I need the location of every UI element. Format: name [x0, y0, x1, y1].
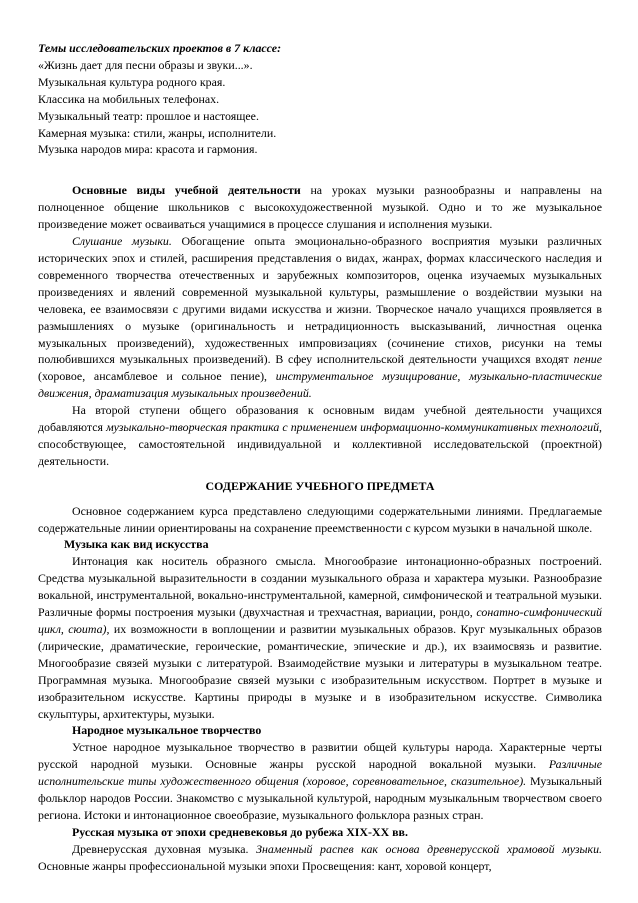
listening-lead: Слушание музыки. [72, 234, 172, 249]
section-heading: СОДЕРЖАНИЕ УЧЕБНОГО ПРЕДМЕТА [205, 478, 435, 493]
folk-paragraph: Устное народное музыкальное творчество в развитии общей культуры народа. Характерные черты русской народной музыки. Основные жанры русской народной вокальной музыки. Различные исполнительские типы художественного общения (хоровое, соревновательное, сказительное). Музыкальный фольклор народов России. Знакомство с музыкальной культурой, народным музыкальным творчеством своего региона. Истоки и интонационное своеобразие, музыкального фольклора разных стран. [38, 740, 602, 822]
project-item: «Жизнь дает для песни образы и звуки...». [38, 57, 253, 72]
document-page [38, 40, 602, 875]
content-intro: Основное содержанием курса представлено следующими содержательными линиями. Предлагаемые содержательные линии ориентированы на сохранение преемственности с курсом музыки в начальной школе. [38, 503, 602, 535]
project-item: Музыка народов мира: красота и гармония. [38, 142, 258, 157]
projects-title: Темы исследовательских проектов в 7 классе: [38, 41, 282, 55]
section-title-folk: Народное музыкальное творчество [72, 723, 262, 738]
second-stage-paragraph: На второй ступени общего образования к основным видам учебной деятельности учащихся добавляются музыкально-творческая практика с применением информационно-коммуникативных технологий, способствующее, самостоятельной индивидуальной и коллективной исследовательской (проектной) деятельности. [38, 403, 602, 468]
activity-paragraph: Основные виды учебной деятельности на уроках музыки разнообразны и направлены на полноценное общение школьников с высокохудожественной музыкой. Одно и то же музыкальное произведение может осваиваться учащимися в процессе слушания и исполнения музыки. [38, 183, 602, 232]
russian-music-paragraph: Древнерусская духовная музыка. Знаменный распев как основа древнерусской храмовой музыки. Основные жанры профессиональной музыки эпохи Просвещения: кант, хоровой концерт, [38, 841, 602, 873]
music-art-paragraph: Интонация как носитель образного смысла. Многообразие интонационно-образных построений. Средства музыкальной выразительности в создании музыкального образа и характера музыки. Разнообразие вокальной, инструментальной, вокально-инструментальной, камерной, симфонической и театральной музыки. Различные формы построения музыки (двухчастная и трехчастная, вариации, рондо, сонатно-симфонический цикл, сюита), их возможности в воплощении и развитии музыкальных образов. Круг музыкальных образов (лирические, драматические, героические, романтические, эпические и др.), их взаимосвязь и развитие. Многообразие связей музыки с литературой. Взаимодействие музыки и литературы в музыкальном театре. Программная музыка. Многообразие связей музыки с изобразительным искусством. Портрет в музыке и изобразительном искусстве. Картины природы в музыке и в изобразительном искусстве. Символика скульптуры, архитектуры, музыки. [38, 554, 602, 721]
section-title-russian-music: Русская музыка от эпохи средневековья до рубежа XIX-XX вв. [72, 824, 408, 839]
project-item: Классика на мобильных телефонах. [38, 91, 220, 106]
project-item: Музыкальная культура родного края. [38, 74, 226, 89]
listening-paragraph: Слушание музыки. Обогащение опыта эмоционально-образного восприятия музыки различных исторических эпох и стилей, расширения представления о видах, жанрах, формах классического наследия и современного творчества отечественных и зарубежных композиторов, оценка изучаемых музыкальных произведениях и явлений современной музыкальной культуры, размышление о воздействии музыки на человека, ее взаимосвязи с другими видами искусства и жизни. Творческое начало учащихся проявляется в размышлениях о музыке (оригинальность и нетрадиционность высказываний, личностная оценка музыкальных произведений), художественных импровизациях (сочинение стихов, рисунки на темы полюбившихся музыкальных произведений). В сфеу исполнительской деятельности учащихся входят пение (хоровое, ансамблевое и сольное пение), инструментальное музицирование, музыкально-пластические движения, драматизация музыкальных произведений. [38, 234, 603, 401]
activity-lead: Основные виды учебной деятельности [72, 183, 301, 198]
project-item: Камерная музыка: стили, жанры, исполнители. [38, 125, 277, 140]
section-title-music-art: Музыка как вид искусства [64, 537, 209, 552]
project-item: Музыкальный театр: прошлое и настоящее. [38, 108, 259, 123]
